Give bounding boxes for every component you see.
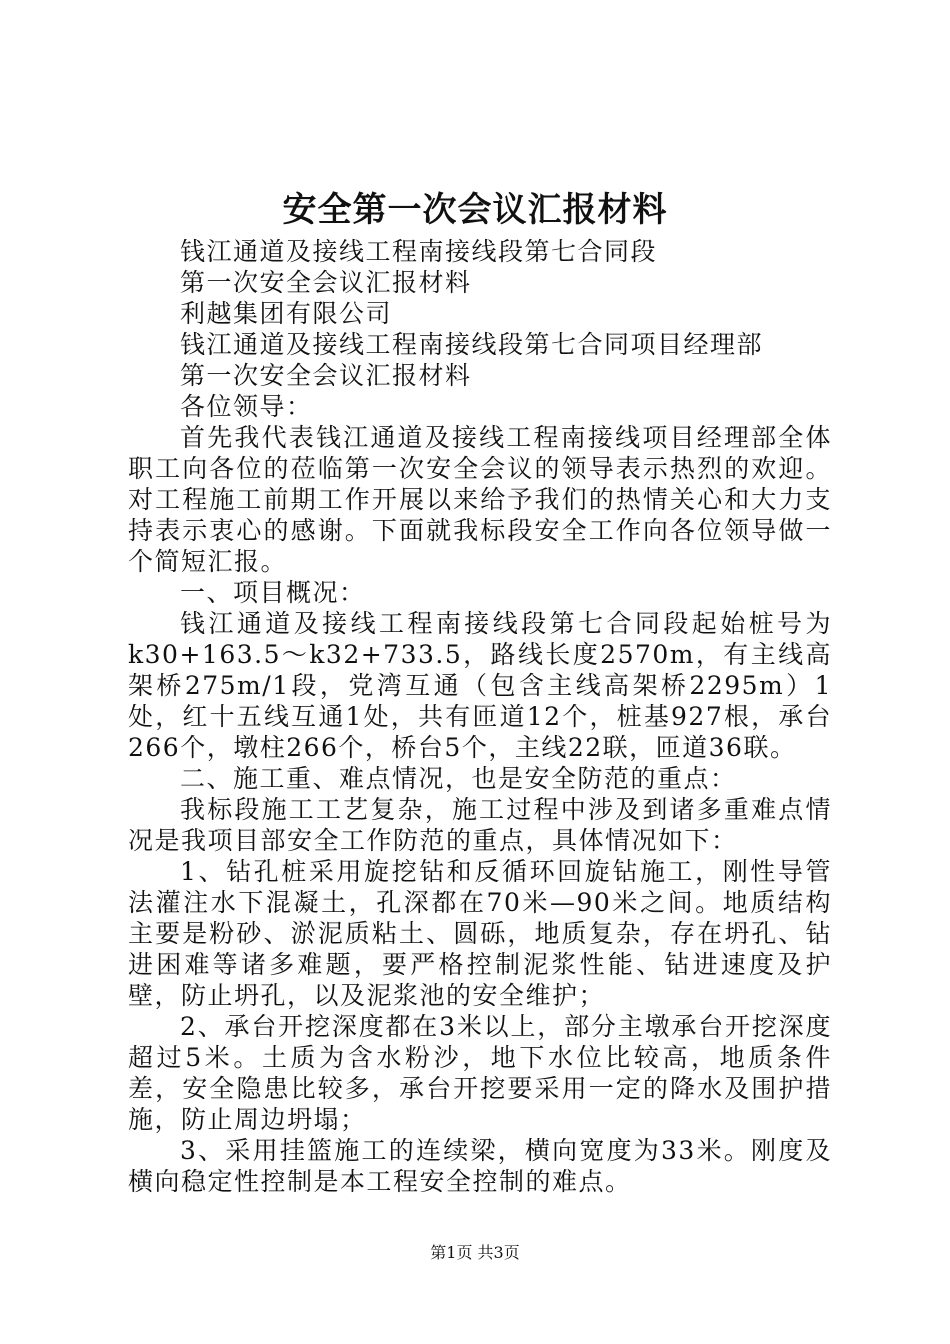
list-item: 1、钻孔桩采用旋挖钻和反循环回旋钻施工，刚性导管法灌注水下混凝土，孔深都在70米—90米之间。地质结构主要是粉砂、淤泥质粘土、圆砾，地质复杂，存在坍孔、钻进困难等诸多难题，要严格控制泥浆性能、钻进速度及护壁，防止坍孔，以及泥浆池的安全维护； [128,857,832,1010]
header-line: 钱江通道及接线工程南接线段第七合同项目经理部 [180,330,764,359]
header-line: 第一次安全会议汇报材料 [180,361,472,390]
header-line: 利越集团有限公司 [180,299,393,328]
section-heading: 一、项目概况： [180,578,366,607]
section-heading: 二、施工重、难点情况，也是安全防范的重点： [180,764,737,793]
header-line: 第一次安全会议汇报材料 [180,268,472,297]
body-paragraph: 我标段施工工艺复杂，施工过程中涉及到诸多重难点情况是我项目部安全工作防范的重点，具体情况如下： [128,795,832,855]
list-item: 2、承台开挖深度都在3米以上，部分主墩承台开挖深度超过5米。土质为含水粉沙，地下水位比较高，地质条件差，安全隐患比较多，承台开挖要采用一定的降水及围护措施，防止周边坍塌； [128,1012,832,1134]
page-number-footer: 第1页 共3页 [430,1243,520,1262]
list-item: 3、采用挂篮施工的连续梁，横向宽度为33米。刚度及横向稳定性控制是本工程安全控制的难点。 [128,1136,832,1196]
header-line: 钱江通道及接线工程南接线段第七合同段 [180,237,658,266]
salutation: 各位领导： [180,392,313,421]
document-title: 安全第一次会议汇报材料 [282,190,668,230]
body-paragraph: 首先我代表钱江通道及接线工程南接线项目经理部全体职工向各位的莅临第一次安全会议的领导表示热烈的欢迎。对工程施工前期工作开展以来给予我们的热情关心和大力支持表示衷心的感谢。下面就我标段安全工作向各位领导做一个简短汇报。 [128,423,832,576]
body-paragraph: 钱江通道及接线工程南接线段第七合同段起始桩号为k30+163.5～k32+733.5，路线长度2570m，有主线高架桥275m/1段，党湾互通（包含主线高架桥2295m）1处，红十五线互通1处，共有匝道12个，桩基927根，承台266个，墩柱266个，桥台5个，主线22联，匝道36联。 [128,609,832,762]
document-body [128,236,832,1197]
